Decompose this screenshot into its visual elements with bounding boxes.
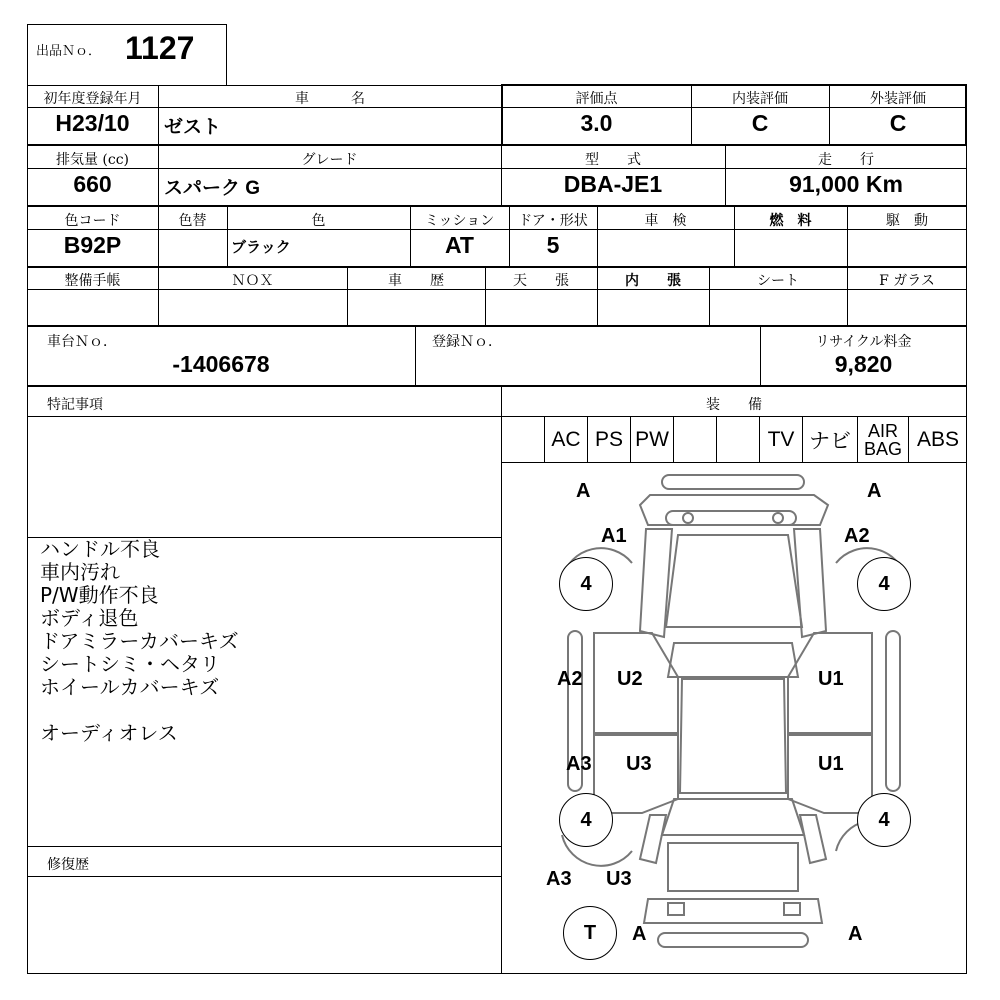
- grade-value: スパーク G: [164, 178, 261, 199]
- equip-abs: ABS: [916, 428, 960, 451]
- damage-mark: A: [632, 923, 647, 945]
- notes-label: 特記事項: [47, 397, 103, 413]
- nox-label: ＮＯＸ: [231, 273, 274, 289]
- glass-label: F ガラス: [879, 273, 935, 289]
- note-line: ハンドル不良: [40, 537, 160, 561]
- tire-rear-right: 4: [857, 793, 911, 847]
- damage-mark: U1: [818, 753, 844, 775]
- chassis-label: 車台Ｎｏ．: [47, 334, 117, 350]
- damage-mark: A3: [546, 868, 572, 890]
- lot-number: 1127: [125, 30, 195, 66]
- damage-mark: A1: [601, 525, 627, 547]
- door-label: ドア・形状: [518, 213, 588, 229]
- name-value: ゼスト: [164, 117, 222, 138]
- mileage-label: 走 行: [818, 152, 874, 168]
- exterior-label: 外装評価: [870, 91, 926, 107]
- damage-mark: A: [867, 480, 882, 502]
- interior-label: 内装評価: [732, 91, 788, 107]
- score-value: 3.0: [580, 110, 613, 136]
- tire-rear-left: 4: [559, 793, 613, 847]
- lot-label: 出品Ｎｏ．: [36, 44, 102, 59]
- reg-label: 初年度登録年月: [43, 91, 142, 107]
- damage-mark: A2: [557, 668, 583, 690]
- damage-mark: A: [848, 923, 863, 945]
- note-line: シートシミ・ヘタリ: [40, 652, 220, 676]
- damage-mark: U3: [606, 868, 632, 890]
- mission-label: ミッション: [424, 213, 495, 229]
- door-value: 5: [546, 232, 560, 258]
- maint-label: 整備手帳: [64, 273, 121, 289]
- damage-mark: U1: [818, 668, 844, 690]
- repair-label: 修復歴: [47, 857, 89, 873]
- note-line: ホイールカバーキズ: [40, 675, 220, 699]
- cc-value: 660: [73, 171, 112, 197]
- mission-value: AT: [445, 232, 474, 258]
- damage-mark: A2: [844, 525, 870, 547]
- recycle-value: 9,820: [834, 351, 893, 377]
- tire-front-right: 4: [857, 557, 911, 611]
- colorcode-label: 色コード: [64, 213, 121, 229]
- equip-pw: PW: [635, 428, 669, 451]
- colorcode-value: B92P: [63, 232, 122, 258]
- chassis-value: -1406678: [172, 351, 270, 377]
- color-value: ブラック: [231, 238, 291, 256]
- damage-mark: U3: [626, 753, 652, 775]
- grade-label: グレード: [301, 152, 358, 168]
- ceiling-label: 天 張: [513, 273, 569, 289]
- exterior-value: C: [889, 110, 907, 136]
- note-line: オーディオレス: [40, 721, 178, 745]
- type-label: 型 式: [585, 152, 641, 168]
- damage-mark: A3: [566, 753, 592, 775]
- color-label: 色: [311, 213, 326, 229]
- damage-mark: U2: [617, 668, 643, 690]
- fuel-label: 燃 料: [769, 213, 812, 229]
- equip-airbag: AIR BAG: [863, 421, 902, 459]
- tire-front-left: 4: [559, 557, 613, 611]
- reg-value: H23/10: [55, 110, 130, 136]
- note-line: ドアミラーカバーキズ: [40, 629, 239, 653]
- spare-tire: T: [563, 906, 617, 960]
- inspection-label: 車 検: [644, 213, 687, 229]
- cc-label: 排気量 (cc): [55, 152, 130, 168]
- inner-lining-label: 内 張: [625, 273, 681, 289]
- note-line: ボディ退色: [40, 606, 139, 630]
- equipment-label: 装 備: [706, 397, 762, 413]
- drive-label: 駆 動: [886, 213, 928, 229]
- damage-mark: A: [576, 480, 591, 502]
- seat-label: シート: [757, 273, 799, 289]
- equip-ac: AC: [551, 428, 581, 451]
- equip-ps: PS: [594, 428, 623, 451]
- note-line: P/W動作不良: [40, 583, 159, 607]
- repaint-label: 色替: [178, 213, 207, 229]
- equip-navi: ナビ: [809, 430, 851, 453]
- mileage-value: 91,000 Km: [789, 171, 903, 197]
- note-line: 車内汚れ: [40, 560, 120, 584]
- type-value: DBA-JE1: [563, 171, 663, 197]
- car-diagram: [502, 463, 966, 973]
- history-label: 車 歴: [388, 273, 444, 289]
- recycle-label: リサイクル料金: [815, 334, 912, 350]
- regno-label: 登録Ｎｏ．: [432, 334, 502, 350]
- equip-tv: TV: [767, 428, 795, 451]
- interior-value: C: [751, 110, 769, 136]
- score-label: 評価点: [575, 91, 618, 107]
- name-label: 車 名: [295, 91, 365, 107]
